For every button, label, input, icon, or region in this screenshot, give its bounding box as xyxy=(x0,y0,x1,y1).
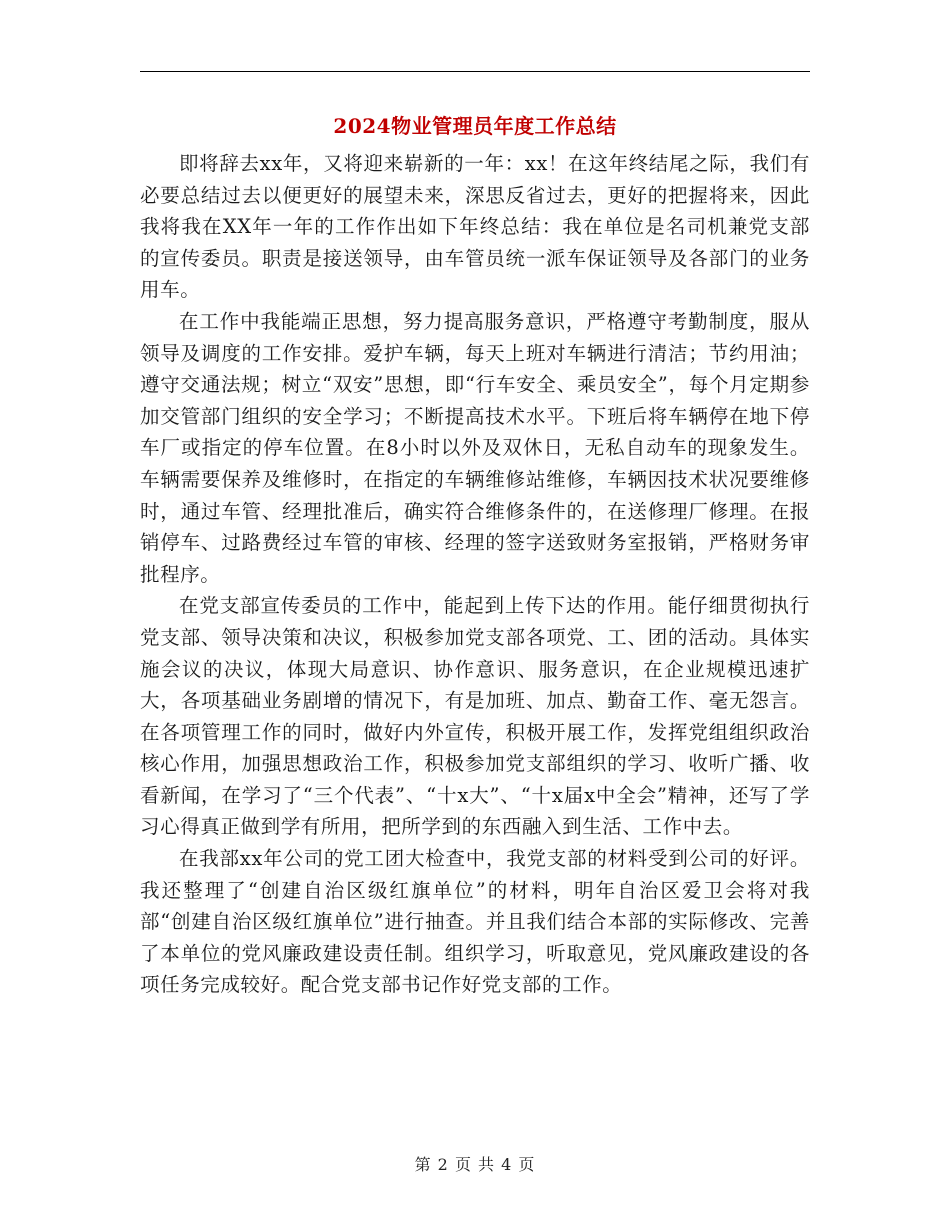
document-title: 2024物业管理员年度工作总结 xyxy=(333,114,617,138)
document-body xyxy=(140,148,810,1001)
paragraph: 在我部xx年公司的党工团大检查中，我党支部的材料受到公司的好评。我还整理了“创建自治区级红旗单位”的材料，明年自治区爱卫会将对我部“创建自治区级红旗单位”进行抽查。并且我们结合本部的实际修改、完善了本单位的党风廉政建设责任制。组织学习，听取意见，党风廉政建设的各项任务完成较好。配合党支部书记作好党支部的工作。 xyxy=(140,847,810,997)
paragraph: 在党支部宣传委员的工作中，能起到上传下达的作用。能仔细贯彻执行党支部、领导决策和决议，积极参加党支部各项党、工、团的活动。具体实施会议的决议，体现大局意识、协作意识、服务意识，在企业规模迅速扩大，各项基础业务剧增的情况下，有是加班、加点、勤奋工作、毫无怨言。在各项管理工作的同时，做好内外宣传，积极开展工作，发挥党组组织政治核心作用，加强思想政治工作，积极参加党支部组织的学习、收听广播、收看新闻，在学习了“三个代表”、“十x大”、“十x届x中全会”精神，还写了学习心得真正做到学有所用，把所学到的东西融入到生活、工作中去。 xyxy=(140,594,810,839)
header-rule xyxy=(140,71,810,72)
paragraph: 在工作中我能端正思想，努力提高服务意识，严格遵守考勤制度，服从领导及调度的工作安排。爱护车辆，每天上班对车辆进行清洁；节约用油；遵守交通法规；树立“双安”思想，即“行车安全、乘员安全”，每个月定期参加交管部门组织的安全学习；不断提高技术水平。下班后将车辆停在地下停车厂或指定的停车位置。在8小时以外及双休日，无私自动车的现象发生。车辆需要保养及维修时，在指定的车辆维修站维修，车辆因技术状况要维修时，通过车管、经理批准后，确实符合维修条件的，在送修理厂修理。在报销停车、过路费经过车管的审核、经理的签字送致财务室报销，严格财务审批程序。 xyxy=(140,309,810,586)
paragraph: 即将辞去xx年，又将迎来崭新的一年：xx！在这年终结尾之际，我们有必要总结过去以便更好的展望未来，深思反省过去，更好的把握将来，因此我将我在XX年一年的工作作出如下年终总结：我在单位是名司机兼党支部的宣传委员。职责是接送领导，由车管员统一派车保证领导及各部门的业务用车。 xyxy=(140,152,810,302)
page-number: 第 2 页 共 4 页 xyxy=(414,1155,536,1174)
